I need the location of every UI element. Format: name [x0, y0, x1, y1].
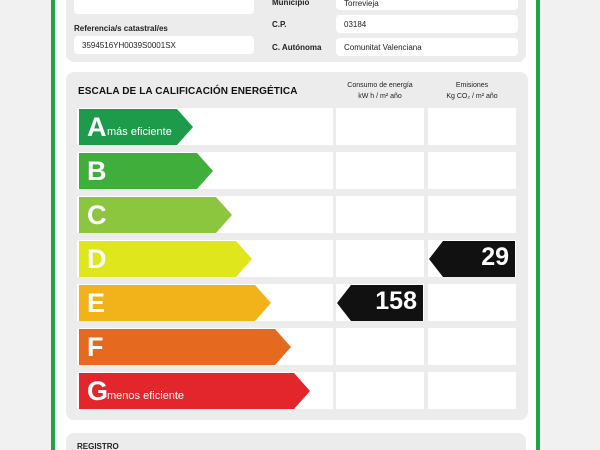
scale-title: ESCALA DE LA CALIFICACIÓN ENERGÉTICA	[78, 86, 298, 97]
class-b-letter: B	[87, 156, 107, 186]
class-c-letter: C	[87, 200, 107, 230]
municipio-label: Municipio	[272, 0, 310, 7]
class-c-arrow	[79, 197, 232, 233]
emisiones-marker-value: 29	[481, 243, 509, 271]
class-f-arrow-shape	[79, 329, 291, 365]
catastral-label: Referencia/s catastral/es	[74, 24, 168, 33]
class-d-arrow	[79, 241, 252, 277]
consumo-header-line1: Consumo de energía	[347, 82, 413, 89]
consumo-marker-value: 158	[375, 287, 417, 315]
consumo-header-line2: kW h / m² año	[358, 93, 402, 100]
emisiones-cell-g	[428, 372, 516, 409]
class-f-letter: F	[87, 332, 104, 362]
class-f-arrow	[79, 329, 291, 365]
emisiones-header-line1: Emisiones	[455, 82, 489, 89]
class-g-arrow	[79, 373, 310, 409]
emisiones-cell-a	[428, 108, 516, 145]
consumo-cell-a	[336, 108, 424, 145]
consumo-cell-f	[336, 328, 424, 365]
consumo-header	[336, 80, 424, 102]
consumo-cell-b	[336, 152, 424, 189]
class-e-arrow-fill	[79, 285, 271, 321]
class-g-letter: G	[87, 376, 109, 406]
class-a-arrow	[79, 109, 193, 145]
consumo-cell-c	[336, 196, 424, 233]
class-a-letter: A	[87, 112, 107, 142]
emisiones-cell-e	[428, 284, 516, 321]
autonomia-field: Comunitat Valenciana	[336, 38, 518, 56]
municipio-field: Torrevieja	[336, 0, 518, 10]
autonomia-label: C. Autónoma	[272, 43, 322, 52]
class-a-caption: más eficiente	[107, 126, 172, 138]
class-e-arrow-shape	[79, 285, 271, 321]
emisiones-cell-b	[428, 152, 516, 189]
emisiones-marker	[429, 241, 515, 277]
consumo-marker	[337, 285, 423, 321]
class-g-caption: menos eficiente	[107, 390, 185, 402]
cp-label: C.P.	[272, 20, 287, 29]
class-e-arrow	[79, 285, 271, 321]
registro-title: REGISTRO	[77, 442, 119, 450]
consumo-cell-d	[336, 240, 424, 277]
consumo-cell-g	[336, 372, 424, 409]
emisiones-cell-c	[428, 196, 516, 233]
emisiones-header-line2: Kg CO₂ / m² año	[446, 93, 498, 100]
emisiones-header	[428, 80, 516, 102]
catastral-field: 3594516YH0039S0001SX	[74, 36, 254, 54]
class-e-letter: E	[87, 288, 106, 318]
class-f-arrow-fill	[79, 329, 291, 365]
class-b-arrow	[79, 153, 213, 189]
top-left-field	[74, 0, 254, 14]
cp-field: 03184	[336, 15, 518, 33]
emisiones-cell-f	[428, 328, 516, 365]
class-d-letter: D	[87, 244, 107, 274]
registro-card	[66, 433, 526, 450]
